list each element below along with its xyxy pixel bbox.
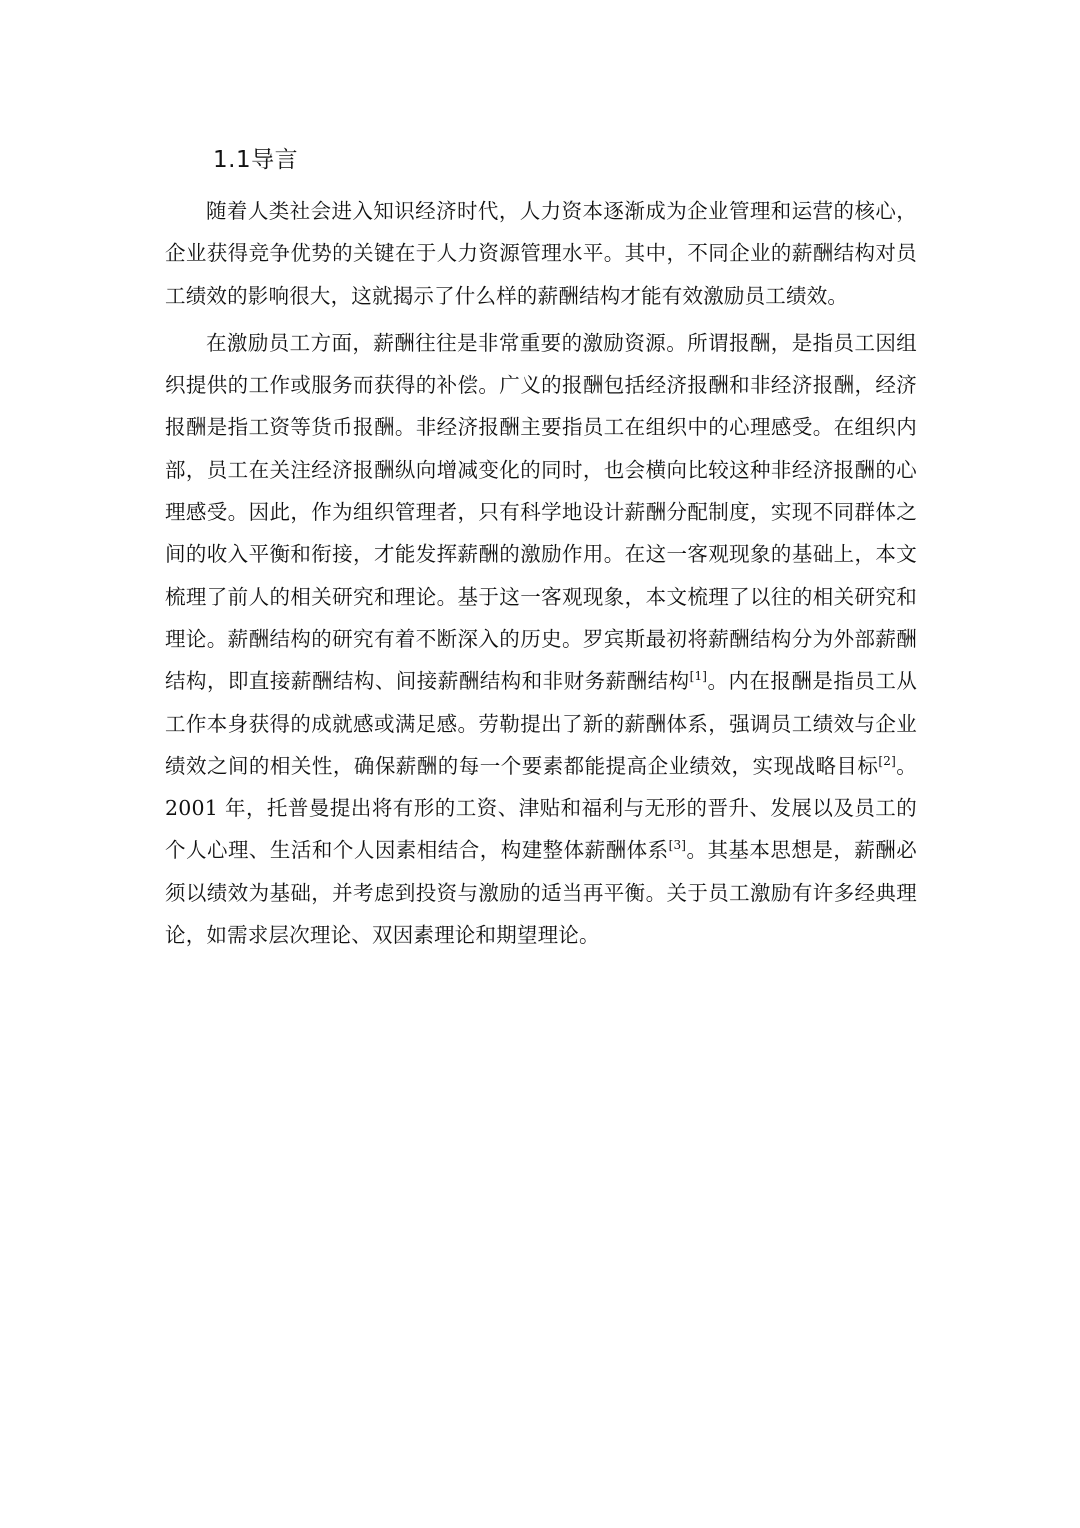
paragraph-1 <box>165 190 917 317</box>
paragraph-text: 。2001 年，托普曼提出将有形的工资、津贴和福利与无形的晋升、发展以及员工的个人心理、生活和个人因素相结合，构建整体薪酬体系 <box>165 753 917 863</box>
paragraph-2 <box>165 322 917 956</box>
citation-3[interactable]: [3] <box>668 838 687 853</box>
paragraph-text: 随着人类社会进入知识经济时代，人力资本逐渐成为企业管理和运营的核心，企业获得竞争优势的关键在于人力资源管理水平。其中，不同企业的薪酬结构对员工绩效的影响很大，这就揭示了什么样的薪酬结构才能有效激励员工绩效。 <box>165 199 917 308</box>
citation-1[interactable]: [1] <box>689 669 708 684</box>
paragraph-text: 。内在报酬是指员工从工作本身获得的成就感或满足感。劳勒提出了新的薪酬体系，强调员工绩效与企业绩效之间的相关性，确保薪酬的每一个要素都能提高企业绩效，实现战略目标 <box>165 669 918 778</box>
section-heading: 1.1导言 <box>213 147 299 173</box>
paragraph-text: 在激励员工方面，薪酬往往是非常重要的激励资源。所谓报酬，是指员工因组织提供的工作或服务而获得的补偿。广义的报酬包括经济报酬和非经济报酬，经济报酬是指工资等货币报酬。非经济报酬主要指员工在组织中的心理感受。在组织内部，员工在关注经济报酬纵向增减变化的同时，也会横向比较这种非经济报酬的心理感受。因此，作为组织管理者，只有科学地设计薪酬分配制度，实现不同群体之间的收入平衡和衔接，才能发挥薪酬的激励作用。在这一客观现象的基础上，本文梳理了前人的相关研究和理论。基于这一客观现象，本文梳理了以往的相关研究和理论。薪酬结构的研究有着不断深入的历史。罗宾斯最初将薪酬结构分为外部薪酬结构，即直接薪酬结构、间接薪酬结构和非财务薪酬结构 <box>165 330 917 694</box>
paragraph-text: 。其基本思想是，薪酬必须以绩效为基础，并考虑到投资与激励的适当再平衡。关于员工激励有许多经典理论，如需求层次理论、双因素理论和期望理论。 <box>165 838 917 948</box>
citation-2[interactable]: [2] <box>878 754 896 769</box>
body-text <box>165 190 917 956</box>
